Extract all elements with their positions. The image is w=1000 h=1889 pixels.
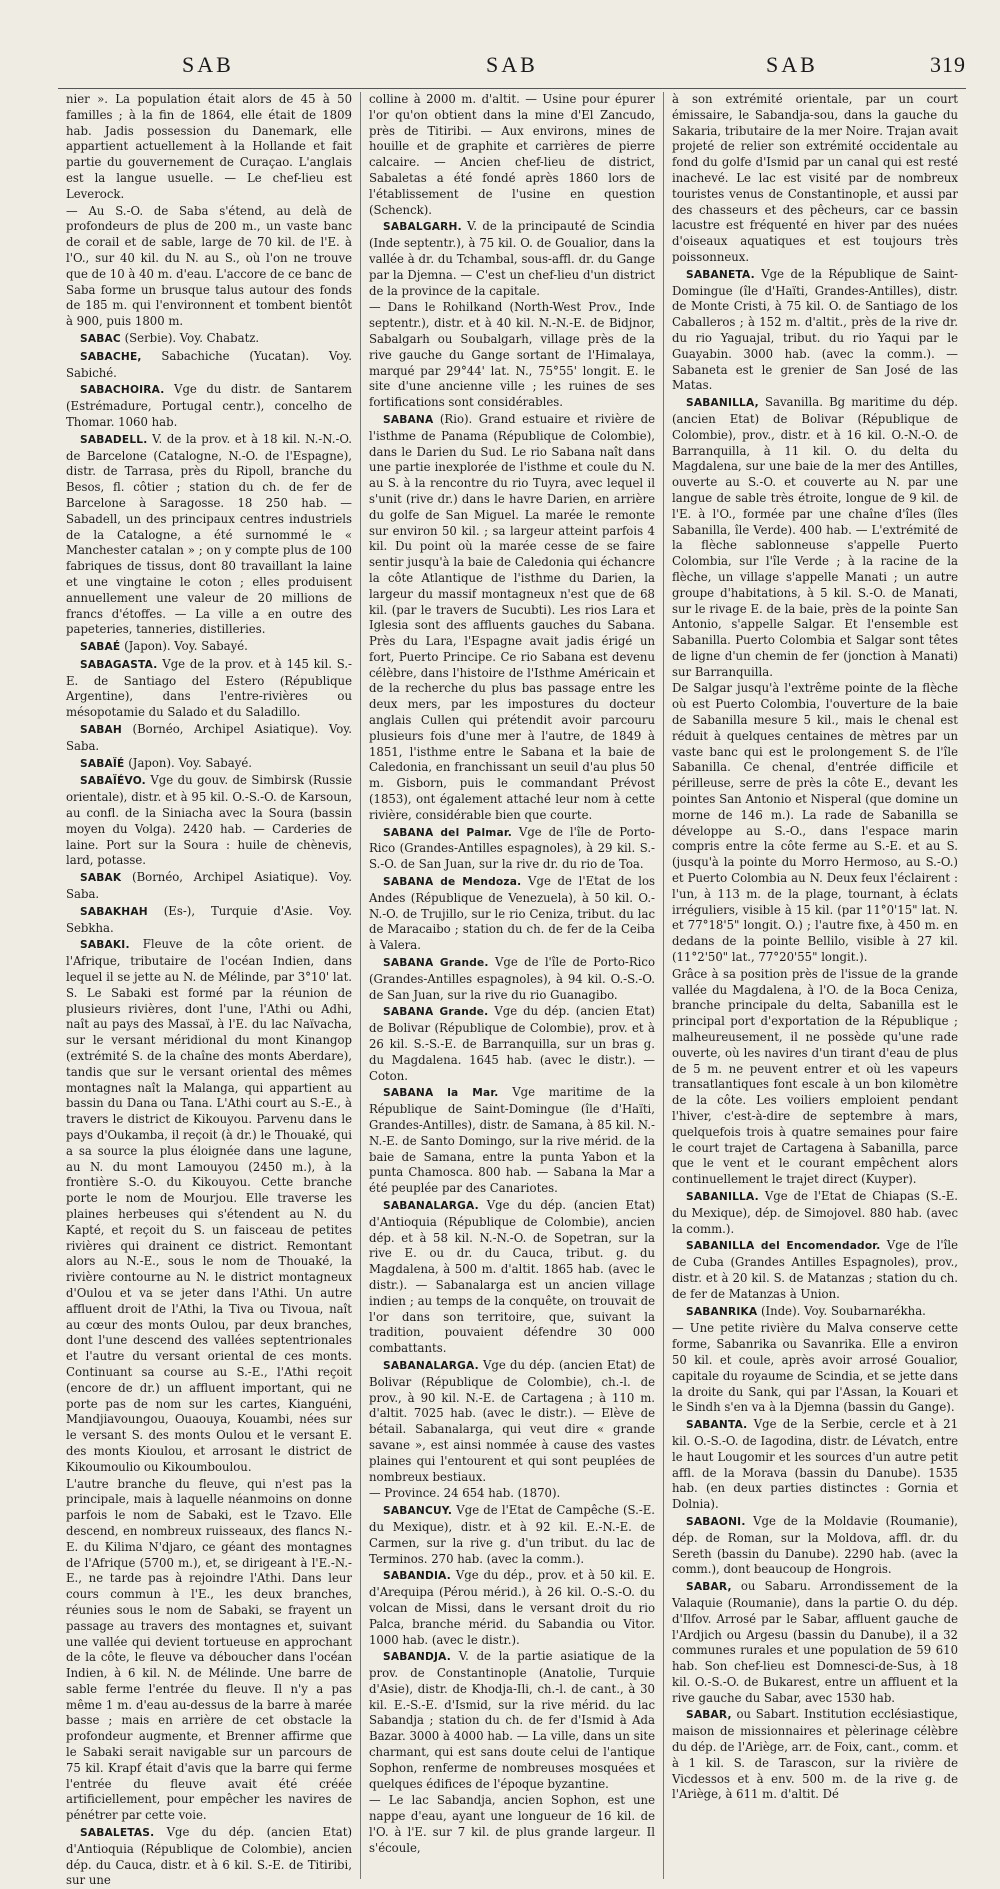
- entry-text: Vge du gouv. de Simbirsk (Russie orientale), distr. et à 95 kil. O.-S.-O. de Karsoun, au confl. de la Siniacha avec la Soura (bassin moyen du Volga). 2420 hab. — Carderies de laine. Port sur la Soura : huile de chènevis, lard, potasse.: [66, 773, 353, 868]
- entry-headword: SABANDIA.: [383, 1570, 451, 1583]
- dictionary-entry: [66, 773, 352, 869]
- entry-headword: SABACHE,: [80, 350, 142, 363]
- dictionary-entry: [369, 874, 655, 954]
- entry-headword: SABAKHAH: [80, 905, 148, 918]
- entry-text: (Inde). Voy. Soubarnarékha.: [761, 1303, 926, 1318]
- dictionary-entry: [66, 904, 352, 937]
- entry-text: L'autre branche du fleuve, qui n'est pas la principale, mais à laquelle néanmoins on donne parfois le nom de Sabaki, est le Tzavo. Elle descend, en nombreux ruisseaux, des flancs N.-E. du Kilima N'djaro, ce géant des montagnes de l'Afrique (5700 m.), et, se dirigeant à l'E.-N.-E., ne tarde pas à rejoindre l'Athi. Dans leur cours commun à l'E., les deux branches, réunies sous le nom de Sabaki, se frayent un passage au travers des montagnes et, suivant une vallée qui devient tortueuse en approchant de la côte, le fleuve va déboucher dans l'océan Indien, à 6 kil. N. de Mélinde. Une barre de sable ferme l'entrée du fleuve. Il n'y a pas même 1 m. d'eau au-dessus de la barre à marée basse ; mais en arrière de cet obstacle la profondeur augmente, et Brenner affirme que le Sabaki serait navigable sur un parcours de 75 kil. Krapf était d'avis que la barre qui ferme l'entrée du fleuve avait été créée artificiellement, pour empêcher les navires de pénétrer par cette voie.: [66, 1476, 352, 1823]
- entry-text: — Au S.-O. de Saba s'étend, au delà de profondeurs de plus de 200 m., un vaste banc de corail et de sable, large de 70 kil. de l'E. à l'O., sur 40 kil. du N. au S., où l'on ne trouve que de 10 à 40 m. d'eau. L'accore de ce banc de Saba forme un brusque talus autour des fonds de 185 m. qui l'environnent et tombent bientôt à 900, puis 1800 m.: [66, 203, 352, 329]
- entry-text: Vge du dép. (ancien Etat) de Bolivar (République de Colombie), prov. et à 26 kil. S.-S.-E. de Barranquilla, sur un bras g. du Magdalena. 1645 hab. (avec le distr.). — Coton.: [369, 1004, 655, 1083]
- entry-headword: SABANILLA,: [686, 397, 759, 410]
- entry-text: Vge de la prov. et à 145 kil. S.-E. de Santiago del Estero (République Argentine), dans l'entre-rivières ou mésopotamie du Salado et du Saladillo.: [66, 656, 352, 720]
- dictionary-entry: [369, 825, 655, 873]
- entry-text: Vge de la République de Saint-Domingue (île d'Haïti, Grandes-Antilles), distr. de Monte Cristi, à 75 kil. O. de Santiago de los Caballeros ; à 152 m. d'altit., près de la rive dr. du rio Yaguajal, tribut. du rio Yaqui par le Guayabin. 3000 hab. (avec la comm.). — Sabaneta est le grenier de San José de las Matas.: [672, 266, 958, 393]
- entry-paragraph: [369, 1793, 655, 1856]
- entry-headword: SABAÏÉVO.: [80, 775, 146, 788]
- entry-paragraph: [66, 1477, 352, 1825]
- entry-headword: SABAKI.: [80, 939, 130, 952]
- entry-text: Vge de la Serbie, cercle et à 21 kil. O.-S.-O. de Iagodina, distr. de Lévatch, entre le haut Lougomir et les sources d'un autre petit affl. de la Morava (bassin du Danube). 1535 hab. (en deux parties distinctes : Gornia et Dolnia).: [672, 1417, 958, 1512]
- dictionary-entry: [369, 1085, 655, 1197]
- entry-headword: SABALGARH.: [383, 221, 462, 234]
- header-right-word: SAB: [766, 52, 818, 77]
- entry-text: De Salgar jusqu'à l'extrême pointe de la flèche où est Puerto Colombia, l'ouverture de la baie de Sabanilla mesure 5 kil., mais le chenal est réduit à quelques centaines de mètres par un vaste banc qui est le prolongement S. de l'île Sabanilla. Ce chenal, d'entrée difficile et périlleuse, serre de près la côte E., devant les pointes San Antonio et Nisperal (que domine un morne de 146 m.). La rade de Sabanilla se développe au S.-O., dans l'espace marin compris entre la côte ferme au S.-E. et au S. (jusqu'à la pointe du Morro Hermoso, au S.-O.) et Puerto Colombia au N. Deux feux l'éclairent : l'un, à 113 m. de la plage, tournant, à éclats irréguliers, visible à 15 kil. (par 11°0'15" lat. N. et 77°18'5" longit. O.) ; l'autre fixe, à 450 m. en dedans de la pointe Bellilo, visible à 27 kil. (11°2'50" lat., 77°20'55" longit.).: [672, 681, 958, 965]
- entry-text: (Es-), Turquie d'Asie. Voy. Sebkha.: [66, 903, 353, 935]
- running-header: [58, 52, 966, 86]
- column-left: [58, 92, 360, 1888]
- entry-paragraph: [672, 681, 958, 965]
- entry-headword: SABAC: [80, 332, 121, 345]
- dictionary-entry: [369, 1004, 655, 1084]
- entry-headword: SABAGASTA.: [80, 658, 158, 671]
- entry-text: Vge de l'île de Porto-Rico (Grandes-Antilles espagnoles), à 94 kil. O.-S.-O. de San Juan, sur la rive du rio Guanagibo.: [369, 955, 655, 1002]
- header-rule: [58, 88, 966, 89]
- entry-headword: SABANILLA del Encomendador.: [686, 1240, 881, 1253]
- entry-text: Vge maritime de la République de Saint-Domingue (île d'Haïti, Grandes-Antilles), distr. de Samana, à 85 kil. N.-N.-E. de Santo Domingo, sur la rive mérid. de la baie de Samana, entre la punta Yabon et la punta Chamosca. 800 hab. — Sabana la Mar a été peuplée par des Canariotes.: [369, 1085, 655, 1196]
- dictionary-entry: [672, 1579, 958, 1706]
- entry-text: Savanilla. Bg maritime du dép. (ancien Etat) de Bolivar (République de Colombie), prov., distr. et à 16 kil. O.-N.-O. de Barranquilla, à 11 kil. O. du delta du Magdalena, sur une baie de la mer des Antilles, ouverte au S.-O. et couverte au N. par une langue de sable très étroite, longue de 9 kil. de l'E. à l'O., formée par une chaîne d'îles (îles Sabanilla, île Verde). 400 hab. — L'extrémité de la flèche sablonneuse s'appelle Puerto Colombia, sur l'île Verde ; à la racine de la flèche, un village s'appelle Manati ; un autre groupe d'habitations, à 5 kil. S.-O. de Manati, sur le rivage E. de la baie, près de la pointe San Antonio, s'appelle Salgar. Et l'ensemble est Sabanilla. Puerto Colombia et Salgar sont têtes de ligne d'un chemin de fer (jonction à Manati) sur Barranquilla.: [672, 395, 958, 679]
- dictionary-entry: [66, 937, 352, 1475]
- entry-text: — Dans le Rohilkand (North-West Prov., Inde septentr.), distr. et à 40 kil. N.-N.-E. de Bidjnor, Sabalgarh ou Soubalgarh, village près de la rive gauche du Gange sortant de l'Himalaya, marqué par 29°44' lat. N., 75°55' longit. E. le site d'une ancienne ville ; les ruines de ses fortifications sont considérables.: [369, 300, 655, 410]
- entry-text: (Serbie). Voy. Chabatz.: [124, 330, 260, 345]
- entry-headword: SABANA de Mendoza.: [383, 876, 522, 889]
- entry-headword: SABACHOIRA.: [80, 384, 165, 397]
- entry-text: (Japon). Voy. Sabayé.: [128, 755, 252, 770]
- entry-text: Grâce à sa position près de l'issue de la grande vallée du Magdalena, à l'O. de la Boca Ceniza, branche principale du delta, Sabanilla est le principal port d'exportation de la République ; malheureusement, il ne possède qu'une rade ouverte, où les navires d'un tirant d'eau de plus de 5 m. ne peuvent entrer et où les vapeurs transatlantiques font escale à un bon kilomètre de la côte. Les voiliers emploient pendant l'hiver, c'est-à-dire de septembre à mars, quelquefois trois à quatre semaines pour faire le court trajet de Cartagena à Sabanilla, parce que le vent et le courant empêchent alors continuellement le trajet direct (Kuyper).: [672, 966, 958, 1187]
- entry-text: Vge du distr. de Santarem (Estrémadure, Portugal centr.), concelho de Thomar. 1060 hab.: [66, 382, 353, 429]
- entry-text: Vge du dép. (ancien Etat) d'Antioquia (République de Colombie), ancien dép. du Cauca, distr. et à 6 kil. S.-E. de Titiribi, sur une: [66, 1825, 353, 1888]
- entry-text: à son extrémité orientale, par un court émissaire, le Sabandja-sou, dans la gauche du Sakaria, tributaire de la mer Noire. Trajan avait projeté de relier son extrémité occidentale au fond du golfe d'Ismid par un canal qui est resté inachevé. Le lac est visité par de nombreux touristes venus de Constantinople, et aussi par des chasseurs et des pêcheurs, car ce bassin lacustre est fréquenté en hiver par des nuées d'oiseaux aquatiques et est toujours très poissonneux.: [672, 92, 958, 264]
- entry-text: Fleuve de la côte orient. de l'Afrique, tributaire de l'océan Indien, dans lequel il se jette au N. de Mélinde, par 3°10' lat. S. Le Sabaki est formé par la réunion de plusieurs rivières, dont l'une, l'Athi ou Adhi, naît au pays des Massaï, à l'E. du lac Naïvacha, sur le versant méridional du mont Kinangop (extrémité S. de la chaîne des monts Aberdare), tandis que sur le versant oriental des mêmes montagnes naît la Malanga, qui appartient au bassin du Dana ou Tana. L'Athi court au S.-E., à travers le district de Kikouyou. Parvenu dans le pays d'Oukamba, il reçoit (à dr.) le Thouaké, qui a sa source la plus éloignée dans une lagune, au N. du mont Lamouyou (2450 m.), à la frontière S.-O. du Kikouyou. Cette branche porte le nom de Mourjou. Elle traverse les plaines herbeuses qui s'étendent au N. du Kapté, et reçoit du S. un faisceau de petites rivières qui drainent ce district. Remontant alors au N.-E., sous le nom de Thouaké, la rivière contourne au N. le district montagneux d'Oulou et va se jeter dans l'Athi. Un autre affluent droit de l'Athi, la Tiva ou Tivoua, naît au cœur des monts Oulou, par deux branches, dont l'une descend des vallées septentrionales et l'autre du versant oriental de ces monts. Continuant sa course au S.-E., l'Athi reçoit (encore de dr.) un affluent important, qui ne porte pas de nom sur les cartes, Kianguéni, Mandjiavoungou, Ouaouya, Kouambi, nées sur le versant S. des monts Oulou et le versant E. des monts Kioulou, et arrosant le district de Kikoumoulio ou Kikoumboulou.: [66, 937, 352, 1474]
- entry-headword: SABAK: [80, 872, 122, 885]
- column-middle: [360, 92, 663, 1879]
- column-right: [663, 92, 966, 1879]
- text-columns: [58, 92, 966, 1888]
- dictionary-entry: [66, 331, 352, 348]
- entry-headword: SABANRIKA: [686, 1305, 758, 1318]
- header-left-word: SAB: [182, 52, 234, 77]
- entry-text: Vge du dép. (ancien Etat) d'Antioquia (République de Colombie), ancien dép. et à 58 kil. N.-N.-O. de Sopetran, sur la rive E. ou dr. du Cauca, tribut. g. du Magdalena, à 500 m. d'altit. 1865 hab. (avec le distr.). — Sabanalarga est un ancien village indien ; au temps de la conquête, on trouvait de l'or dans son territoire, que, suivant la tradition, pouvaient défendre 30 000 combattants.: [369, 1197, 655, 1356]
- entry-headword: SABADELL.: [80, 433, 148, 446]
- entry-text: Vge de l'Etat de Chiapas (S.-E. du Mexique), dép. de Simojovel. 880 hab. (avec la comm.).: [672, 1188, 958, 1236]
- entry-text: Sabachiche (Yucatan). Voy. Sabiché.: [66, 348, 352, 380]
- header-center-word: SAB: [486, 52, 538, 77]
- entry-headword: SABANETA.: [686, 268, 755, 281]
- entry-text: ou Sabart. Institution ecclésiastique, maison de missionnaires et pèlerinage célèbre du dép. de l'Ariège, arr. de Foix, cant., comm. et à 1 kil. S. de Tarascon, sur la rivière de Vicdessos et à env. 500 m. de la rive g. de l'Ariège, à 611 m. d'altit. Dé: [672, 1707, 959, 1802]
- dictionary-entry: [369, 1358, 655, 1485]
- entry-text: Vge de l'Etat de Campêche (S.-E. du Mexique), distr. et à 92 kil. E.-N.-E. de Carmen, sur la rive g. d'un tribut. du lac de Terminos. 270 hab. (avec la comm.).: [369, 1503, 656, 1566]
- entry-text: Vge de la Moldavie (Roumanie), dép. de Roman, sur la Moldova, affl. dr. du Sereth (bassin du Danube). 2290 hab. (avec la comm.), dont beaucoup de Hongrois.: [672, 1513, 958, 1577]
- dictionary-entry: [672, 1189, 958, 1237]
- entry-text: (Bornéo, Archipel Asiatique). Voy. Saba.: [66, 870, 352, 902]
- entry-text: V. de la partie asiatique de la prov. de Constantinople (Anatolie, Turquie d'Asie), distr. de Khodja-Ili, ch.-l. de cant., à 30 kil. E.-S.-E. d'Ismid, sur la rive mérid. du lac Sabandja ; station du ch. de fer d'Ismid à Ada Bazar. 3000 à 4000 hab. — La ville, dans un site charmant, qui est sans doute celui de l'antique Sophon, renferme de nombreuses mosquées et quelques édifices de l'époque byzantine.: [369, 1649, 655, 1791]
- entry-text: V. de la prov. et à 18 kil. N.-N.-O. de Barcelone (Catalogne, N.-O. de l'Espagne), distr. de Tarrasa, près du Ripoll, branche du Besos, fl. côtier ; station du ch. de fer de Barcelone à Saragosse. 18 250 hab. — Sabadell, un des principaux centres industriels de la Catalogne, a été surnommé le « Manchester catalan » ; on y compte plus de 100 fabriques de tissus, dont 80 travaillant la laine et une vingtaine le coton ; elles produisent annuellement une valeur de 20 millions de francs d'étoffes. — La ville a en outre des papeteries, tanneries, distilleries.: [66, 431, 353, 637]
- entry-headword: SABAÏÉ: [80, 757, 125, 770]
- entry-text: Vge de l'île de Porto-Rico (Grandes-Antilles espagnoles), à 29 kil. S.-S.-O. de San Juan, sur la rive dr. du rio de Toa.: [369, 824, 655, 872]
- entry-text: Vge du dép. (ancien Etat) de Bolivar (République de Colombie), ch.-l. de prov., à 90 kil. N.-E. de Cartagena ; à 110 m. d'altit. 7025 hab. (avec le distr.). — Elève de bétail. Sabanalarga, qui veut dire « grande savane », est ainsi nommée à cause des vastes plaines qui l'entourent et qui sont peuplées de nombreux bestiaux.: [369, 1357, 655, 1484]
- entry-paragraph: [369, 300, 655, 411]
- dictionary-entry: [66, 1825, 352, 1889]
- entry-headword: SABANCUY.: [383, 1505, 453, 1518]
- entry-headword: SABAR,: [686, 1581, 732, 1594]
- entry-headword: SABANA Grande.: [383, 957, 489, 970]
- dictionary-entry: [66, 639, 352, 656]
- dictionary-entry: [672, 1238, 958, 1302]
- entry-headword: SABANTA.: [686, 1419, 748, 1432]
- entry-headword: SABANALARGA.: [383, 1359, 479, 1372]
- dictionary-entry: [672, 267, 958, 394]
- entry-paragraph: [66, 92, 352, 203]
- dictionary-entry: [66, 432, 352, 638]
- entry-text: — Province. 24 654 hab. (1870).: [369, 1486, 561, 1501]
- entry-paragraph: [369, 92, 655, 218]
- entry-headword: SABAR,: [686, 1709, 732, 1722]
- dictionary-entry: [66, 657, 352, 721]
- entry-text: (Bornéo, Archipel Asiatique). Voy. Saba.: [66, 722, 352, 753]
- entry-paragraph: [672, 967, 958, 1188]
- entry-text: Vge du dép., prov. et à 50 kil. E. d'Arequipa (Pérou mérid.), à 26 kil. O.-S.-O. du volcan de Missi, dans le versant droit du rio Palca, branche mérid. du Sabandia ou Vitor. 1000 hab. (avec le distr.).: [369, 1568, 656, 1647]
- entry-text: — Le lac Sabandja, ancien Sophon, est une nappe d'eau, ayant une longueur de 16 kil. de l'O. à l'E. sur 7 kil. de plus grande largeur. Il s'écoule,: [369, 1793, 655, 1855]
- dictionary-entry: [66, 870, 352, 903]
- entry-headword: SABAÉ: [80, 641, 121, 654]
- entry-text: nier ». La population était alors de 45 à 50 familles ; à la fin de 1864, elle était de 1809 hab. Jadis possession du Danemark, elle appartient actuellement à la Hollande et fait partie du gouvernement de Curaçao. L'anglais est la langue usuelle. — Le chef-lieu est Leverock.: [66, 92, 352, 201]
- dictionary-entry: [672, 1304, 958, 1321]
- dictionary-entry: [369, 1649, 655, 1792]
- dictionary-entry: [369, 412, 655, 824]
- entry-paragraph: [66, 204, 352, 330]
- entry-text: — Une petite rivière du Malva conserve cette forme, Sabanrika ou Savanrika. Elle a environ 50 kil. et coule, après avoir arrosé Goualior, capitale du royaume de Scindia, et se jette dans la droite du Sank, qui par l'Assan, la Kouari et le Sindh s'en va à la Djemna (bassin du Gange).: [672, 1321, 958, 1415]
- entry-text: colline à 2000 m. d'altit. — Usine pour épurer l'or qu'on obtient dans la mine d'El Zancudo, près de Titiribi. — Aux environs, mines de houille et de graphite et carrières de pierre calcaire. — Ancien chef-lieu de district, Sabaletas a été fondé après 1860 lors de l'établissement de l'usine en question (Schenck).: [369, 92, 655, 217]
- dictionary-entry: [66, 382, 352, 430]
- entry-headword: SABALETAS.: [80, 1827, 155, 1840]
- entry-text: V. de la principauté de Scindia (Inde septentr.), à 75 kil. O. de Goualior, dans la vallée à dr. du Tchambal, sous-affl. dr. du Gange par la Djemna. — C'est un chef-lieu d'un district de la province de la capitale.: [369, 219, 655, 298]
- entry-text: (Japon). Voy. Sabayé.: [124, 639, 248, 654]
- entry-headword: SABANA la Mar.: [383, 1087, 499, 1100]
- entry-headword: SABANA Grande.: [383, 1006, 489, 1019]
- page-number: 319: [930, 52, 966, 77]
- entry-text: (Rio). Grand estuaire et rivière de l'isthme de Panama (République de Colombie), dans le Darien du Sud. Le rio Sabana naît dans une partie inexplorée de l'isthme et coule du N. au S. à la rencontre du rio Tuyra, avec lequel il s'unit (rive dr.) dans le havre Darien, en arrière du golfe de San Miguel. La marée le remonte sur environ 50 kil. ; sa largeur atteint parfois 4 kil. Du point où la marée cesse de se faire sentir jusqu'à la baie de Caledonia qui échancre la côte Atlantique de l'isthme du Darien, la largeur du massif montagneux n'est que de 68 kil. (par le travers de Sucubti). Les rios Lara et Iglesia sont des affluents gauches du Sabana. Près du Lara, l'Espagne avait jadis érigé un fort, Puerto Principe. Ce rio Sabana est devenu célèbre, dans l'histoire de l'Isthme Américain et de la recherche du plus bas passage entre les deux mers, par les impostures du docteur anglais Cullen qui prétendit avoir parcouru plusieurs fois d'une mer à l'autre, de 1849 à 1851, l'isthme entre le Sabana et la baie de Caledonia, en franchissant un seuil d'au plus 50 m. Gisborn, puis le commandant Prévost (1853), ont également attaché leur nom à cette rivière, considérable bien que courte.: [369, 411, 655, 822]
- dictionary-entry: [672, 1514, 958, 1578]
- entry-text: Vge de l'Etat de los Andes (République de Venezuela), à 50 kil. O.-N.-O. de Trujillo, sur le rio Ceniza, tribut. du lac de Maracaibo ; station du ch. de fer de la Ceiba à Valera.: [369, 874, 655, 953]
- dictionary-entry: [66, 349, 352, 382]
- dictionary-entry: [672, 395, 958, 680]
- entry-headword: SABANILLA.: [686, 1190, 759, 1203]
- entry-headword: SABANA del Palmar.: [383, 826, 513, 839]
- dictionary-entry: [369, 1503, 655, 1567]
- entry-paragraph: [672, 1321, 958, 1416]
- entry-headword: SABANALARGA.: [383, 1199, 479, 1212]
- dictionary-entry: [369, 1198, 655, 1357]
- dictionary-entry: [66, 722, 352, 755]
- entry-headword: SABAONI.: [686, 1515, 746, 1528]
- dictionary-entry: [369, 1568, 655, 1648]
- dictionary-entry: [369, 219, 655, 299]
- entry-text: ou Sabaru. Arrondissement de la Valaquie (Roumanie), dans la partie O. du dép. d'Ilfov. Arrosé par le Sabar, affluent gauche de l'Ardjich ou Argesu (bassin du Danube), il a 32 communes rurales et une population de 59 610 hab. Son chef-lieu est Domnesci-de-Sus, à 18 kil. O.-S.-O. de Bukarest, entre un affluent et la rive gauche du Sabar, avec 1530 hab.: [672, 1579, 958, 1705]
- dictionary-entry: [369, 955, 655, 1003]
- entry-paragraph: [672, 92, 958, 266]
- entry-headword: SABANA: [383, 413, 434, 426]
- dictionary-entry: [672, 1707, 958, 1803]
- entry-headword: SABAH: [80, 724, 122, 737]
- dictionary-entry: [66, 756, 352, 773]
- entry-paragraph: [369, 1486, 655, 1502]
- entry-text: Vge de l'île de Cuba (Grandes Antilles Espagnoles), prov., distr. et à 20 kil. S. de Matanzas ; station du ch. de fer de Matanzas à Union.: [672, 1238, 958, 1301]
- dictionary-entry: [672, 1417, 958, 1513]
- entry-headword: SABANDJA.: [383, 1651, 451, 1664]
